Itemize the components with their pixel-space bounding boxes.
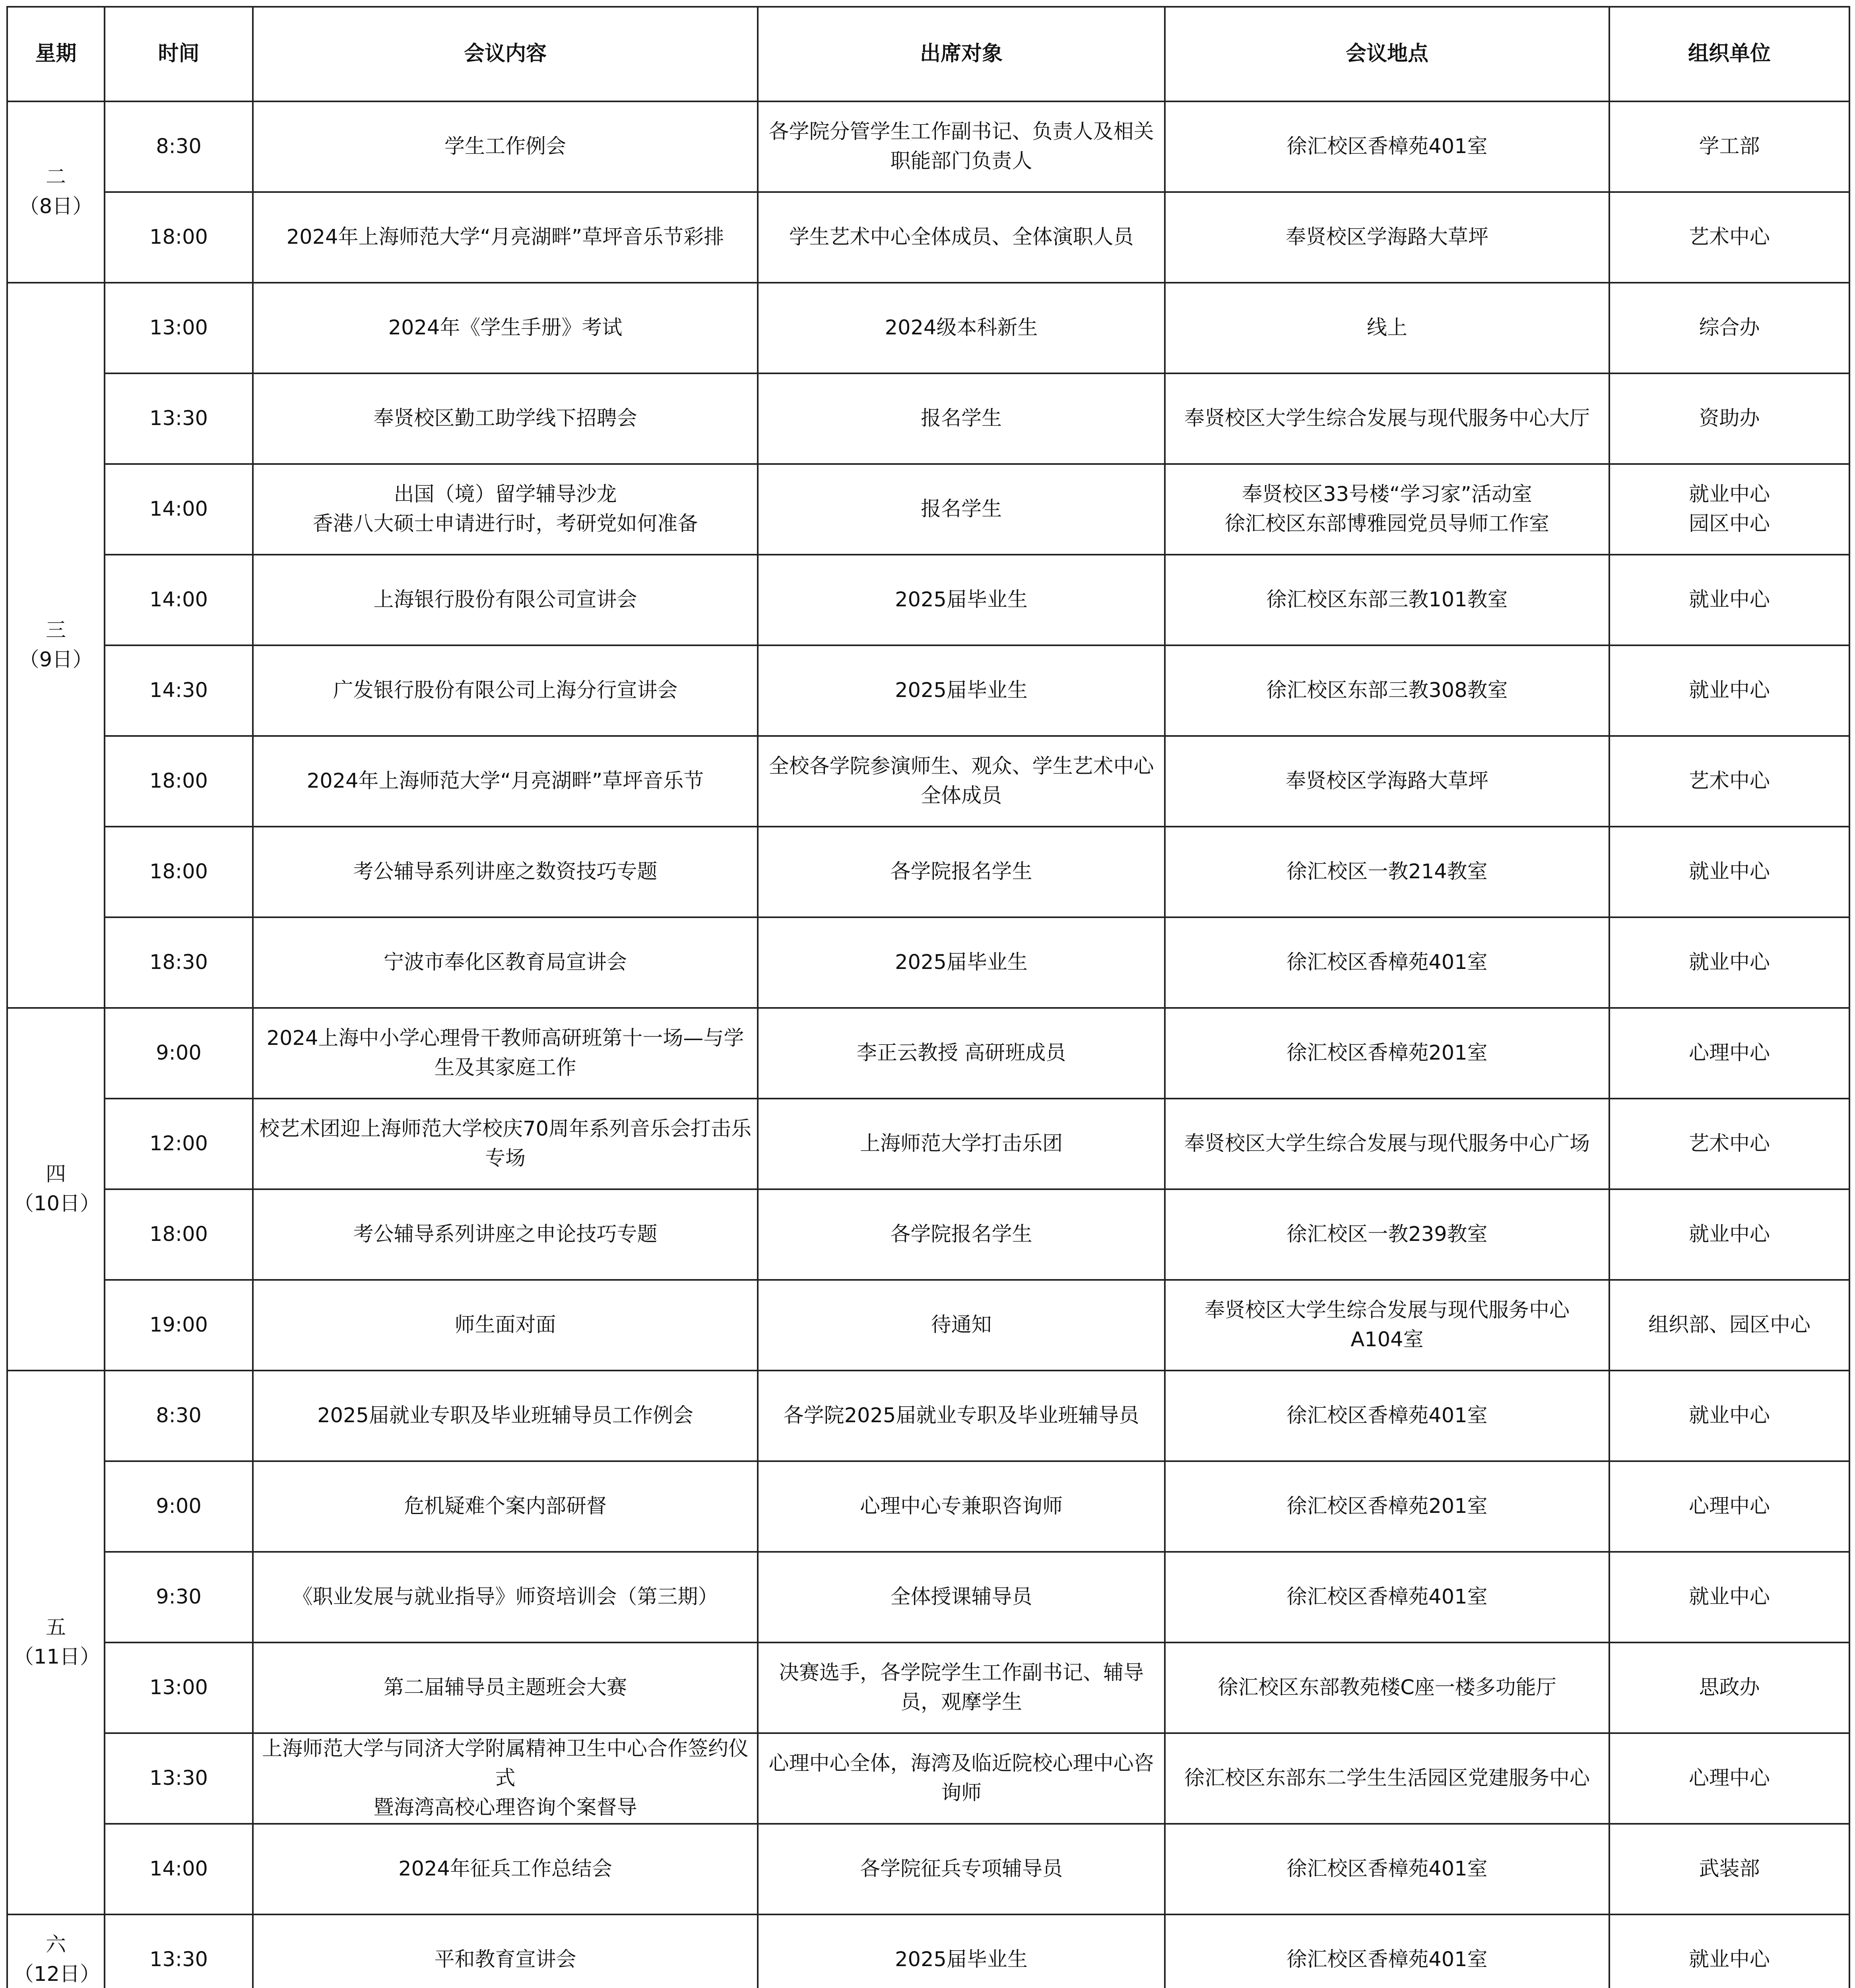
time-cell: 9:00 [105,1008,253,1099]
table-row [7,917,1849,1008]
time-cell: 8:30 [105,1371,253,1461]
time-cell: 13:30 [105,1733,253,1824]
attendees-cell: 全体授课辅导员 [758,1552,1165,1642]
attendees-cell: 决赛选手，各学院学生工作副书记、辅导员，观摩学生 [758,1642,1165,1733]
content-cell: 学生工作例会 [253,101,758,192]
weekday-cell: 六 （12日） [7,1914,105,1988]
time-cell: 13:00 [105,283,253,373]
header-organizer: 组织单位 [1609,7,1849,101]
table-row [7,373,1849,464]
table-row [7,1733,1849,1824]
location-cell: 徐汇校区东部东二学生生活园区党建服务中心 [1165,1733,1609,1824]
table-row [7,827,1849,917]
organizer-cell: 武装部 [1609,1824,1849,1914]
attendees-cell: 学生艺术中心全体成员、全体演职人员 [758,192,1165,283]
weekday-cell: 二 （8日） [7,101,105,283]
time-cell: 14:00 [105,464,253,555]
content-cell: 出国（境）留学辅导沙龙 香港八大硕士申请进行时，考研党如何准备 [253,464,758,555]
attendees-cell: 报名学生 [758,464,1165,555]
time-cell: 18:00 [105,1189,253,1280]
attendees-cell: 各学院报名学生 [758,827,1165,917]
content-cell: 考公辅导系列讲座之申论技巧专题 [253,1189,758,1280]
content-cell: 《职业发展与就业指导》师资培训会（第三期） [253,1552,758,1642]
table-row [7,736,1849,827]
attendees-cell: 各学院报名学生 [758,1189,1165,1280]
attendees-cell: 报名学生 [758,373,1165,464]
organizer-cell: 学工部 [1609,101,1849,192]
content-cell: 2025届就业专职及毕业班辅导员工作例会 [253,1371,758,1461]
location-cell: 徐汇校区香樟苑401室 [1165,1824,1609,1914]
attendees-cell: 待通知 [758,1280,1165,1371]
location-cell: 奉贤校区大学生综合发展与现代服务中心 A104室 [1165,1280,1609,1371]
organizer-cell: 思政办 [1609,1642,1849,1733]
content-cell: 2024年上海师范大学“月亮湖畔”草坪音乐节 [253,736,758,827]
time-cell: 9:00 [105,1461,253,1552]
location-cell: 奉贤校区大学生综合发展与现代服务中心广场 [1165,1099,1609,1189]
table-row [7,1461,1849,1552]
attendees-cell: 2025届毕业生 [758,917,1165,1008]
organizer-cell: 就业中心 [1609,1189,1849,1280]
time-cell: 8:30 [105,101,253,192]
organizer-cell: 就业中心 [1609,917,1849,1008]
time-cell: 18:00 [105,736,253,827]
organizer-cell: 组织部、园区中心 [1609,1280,1849,1371]
attendees-cell: 2025届毕业生 [758,1914,1165,1988]
time-cell: 13:00 [105,1642,253,1733]
attendees-cell: 2024级本科新生 [758,283,1165,373]
location-cell: 徐汇校区香樟苑401室 [1165,101,1609,192]
content-cell: 2024年征兵工作总结会 [253,1824,758,1914]
table-row [7,645,1849,736]
table-row [7,283,1849,373]
organizer-cell: 艺术中心 [1609,192,1849,283]
time-cell: 14:00 [105,555,253,645]
organizer-cell: 资助办 [1609,373,1849,464]
content-cell: 第二届辅导员主题班会大赛 [253,1642,758,1733]
location-cell: 奉贤校区学海路大草坪 [1165,736,1609,827]
table-row [7,1189,1849,1280]
organizer-cell: 就业中心 [1609,1914,1849,1988]
time-cell: 13:30 [105,373,253,464]
time-cell: 14:30 [105,645,253,736]
location-cell: 徐汇校区香樟苑401室 [1165,1914,1609,1988]
attendees-cell: 心理中心全体，海湾及临近院校心理中心咨询师 [758,1733,1165,1824]
organizer-cell: 艺术中心 [1609,736,1849,827]
organizer-cell: 就业中心 [1609,1371,1849,1461]
location-cell: 奉贤校区33号楼“学习家”活动室 徐汇校区东部博雅园党员导师工作室 [1165,464,1609,555]
location-cell: 徐汇校区香樟苑401室 [1165,1371,1609,1461]
table-row [7,1099,1849,1189]
organizer-cell: 综合办 [1609,283,1849,373]
content-cell: 2024上海中小学心理骨干教师高研班第十一场—与学生及其家庭工作 [253,1008,758,1099]
location-cell: 奉贤校区大学生综合发展与现代服务中心大厅 [1165,373,1609,464]
location-cell: 徐汇校区东部教苑楼C座一楼多功能厅 [1165,1642,1609,1733]
table-row [7,1824,1849,1914]
location-cell: 徐汇校区东部三教308教室 [1165,645,1609,736]
attendees-cell: 各学院2025届就业专职及毕业班辅导员 [758,1371,1165,1461]
attendees-cell: 2025届毕业生 [758,645,1165,736]
time-cell: 13:30 [105,1914,253,1988]
location-cell: 线上 [1165,283,1609,373]
location-cell: 徐汇校区香樟苑401室 [1165,1552,1609,1642]
organizer-cell: 就业中心 [1609,555,1849,645]
location-cell: 徐汇校区香樟苑201室 [1165,1461,1609,1552]
attendees-cell: 李正云教授 高研班成员 [758,1008,1165,1099]
table-row [7,101,1849,192]
location-cell: 徐汇校区香樟苑201室 [1165,1008,1609,1099]
table-row [7,1914,1849,1988]
attendees-cell: 全校各学院参演师生、观众、学生艺术中心全体成员 [758,736,1165,827]
weekday-cell: 四 （10日） [7,1008,105,1371]
weekday-cell: 五 （11日） [7,1371,105,1914]
content-cell: 奉贤校区勤工助学线下招聘会 [253,373,758,464]
attendees-cell: 心理中心专兼职咨询师 [758,1461,1165,1552]
table-row [7,464,1849,555]
table-row [7,1008,1849,1099]
content-cell: 师生面对面 [253,1280,758,1371]
organizer-cell: 就业中心 [1609,827,1849,917]
table-row [7,555,1849,645]
table-row [7,1552,1849,1642]
content-cell: 上海师范大学与同济大学附属精神卫生中心合作签约仪式 暨海湾高校心理咨询个案督导 [253,1733,758,1824]
location-cell: 徐汇校区香樟苑401室 [1165,917,1609,1008]
table-row [7,1371,1849,1461]
location-cell: 奉贤校区学海路大草坪 [1165,192,1609,283]
table-row [7,1642,1849,1733]
content-cell: 平和教育宣讲会 [253,1914,758,1988]
time-cell: 18:00 [105,827,253,917]
time-cell: 14:00 [105,1824,253,1914]
attendees-cell: 各学院分管学生工作副书记、负责人及相关职能部门负责人 [758,101,1165,192]
attendees-cell: 2025届毕业生 [758,555,1165,645]
organizer-cell: 就业中心 [1609,1552,1849,1642]
content-cell: 广发银行股份有限公司上海分行宣讲会 [253,645,758,736]
header-row [7,7,1849,101]
time-cell: 9:30 [105,1552,253,1642]
content-cell: 校艺术团迎上海师范大学校庆70周年系列音乐会打击乐专场 [253,1099,758,1189]
header-time: 时间 [105,7,253,101]
header-weekday: 星期 [7,7,105,101]
table-row [7,1280,1849,1371]
schedule-body [7,101,1849,1988]
organizer-cell: 就业中心 园区中心 [1609,464,1849,555]
organizer-cell: 艺术中心 [1609,1099,1849,1189]
attendees-cell: 上海师范大学打击乐团 [758,1099,1165,1189]
organizer-cell: 心理中心 [1609,1461,1849,1552]
content-cell: 2024年《学生手册》考试 [253,283,758,373]
time-cell: 19:00 [105,1280,253,1371]
header-content: 会议内容 [253,7,758,101]
schedule-table [6,6,1850,1988]
time-cell: 18:00 [105,192,253,283]
weekday-cell: 三 （9日） [7,283,105,1008]
location-cell: 徐汇校区一教214教室 [1165,827,1609,917]
attendees-cell: 各学院征兵专项辅导员 [758,1824,1165,1914]
content-cell: 上海银行股份有限公司宣讲会 [253,555,758,645]
content-cell: 宁波市奉化区教育局宣讲会 [253,917,758,1008]
location-cell: 徐汇校区一教239教室 [1165,1189,1609,1280]
organizer-cell: 心理中心 [1609,1008,1849,1099]
organizer-cell: 心理中心 [1609,1733,1849,1824]
content-cell: 考公辅导系列讲座之数资技巧专题 [253,827,758,917]
organizer-cell: 就业中心 [1609,645,1849,736]
time-cell: 18:30 [105,917,253,1008]
location-cell: 徐汇校区东部三教101教室 [1165,555,1609,645]
time-cell: 12:00 [105,1099,253,1189]
header-location: 会议地点 [1165,7,1609,101]
content-cell: 危机疑难个案内部研督 [253,1461,758,1552]
header-attendees: 出席对象 [758,7,1165,101]
content-cell: 2024年上海师范大学“月亮湖畔”草坪音乐节彩排 [253,192,758,283]
table-row [7,192,1849,283]
